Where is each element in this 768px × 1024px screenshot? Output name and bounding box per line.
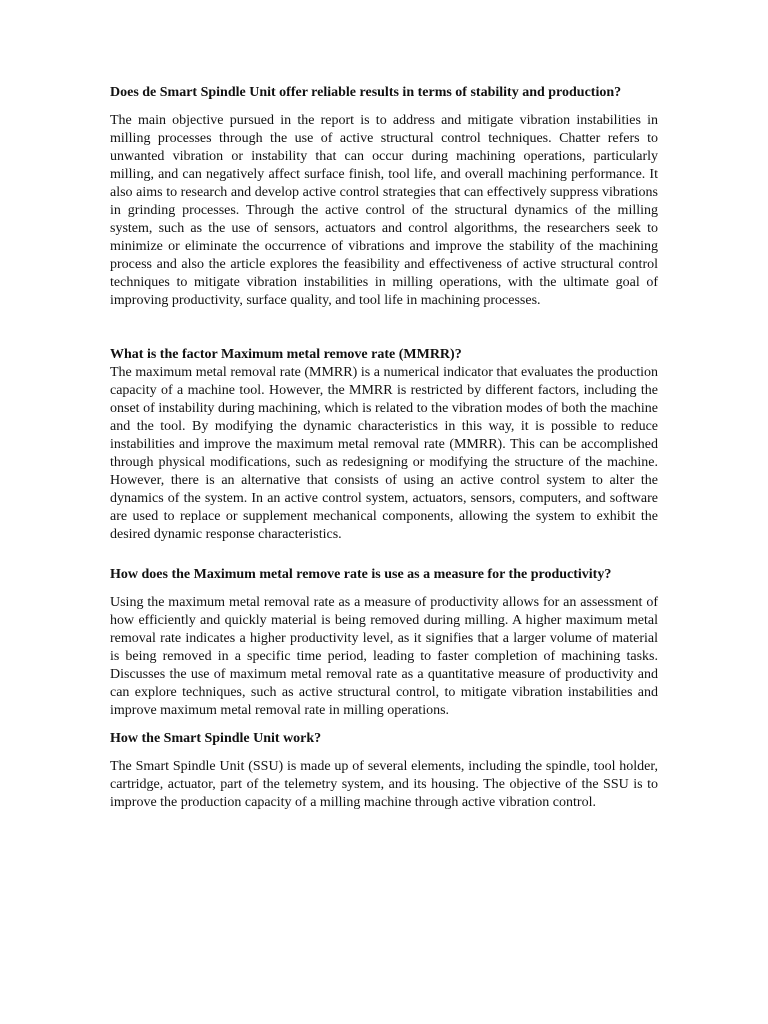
section-body: Using the maximum metal removal rate as a measure of productivity allows for an assessment of how efficiently and quickly material is being removed during milling. A higher maximum metal removal rate indicates a higher productivity level, as it signifies that a larger volume of material is being removed in a specific time period, leading to faster completion of machining tasks. Discusses the use of maximum metal removal rate as a quantitative measure of productivity and can explore techniques, such as active structural control, to mitigate vibration instabilities and improve maximum metal removal rate in milling operations.	[110, 595, 658, 718]
section-heading: Does de Smart Spindle Unit offer reliable results in terms of stability and production?	[110, 85, 622, 100]
section-heading: What is the factor Maximum metal remove rate (MMRR)?	[110, 347, 462, 362]
section-heading: How the Smart Spindle Unit work?	[110, 731, 322, 746]
section-body: The maximum metal removal rate (MMRR) is a numerical indicator that evaluates the production capacity of a machine tool. However, the MMRR is restricted by different factors, including the onset of instability during machining, which is related to the vibration modes of both the machine and the tool. By modifying the dynamic characteristics in this way, it is possible to reduce instabilities and improve the maximum metal removal rate (MMRR). This can be accomplished through physical modifications, such as redesigning or modifying the structure of the machine. However, there is an alternative that consists of using an active control system to alter the dynamics of the system. In an active control system, actuators, sensors, computers, and software are used to replace or supplement mechanical components, allowing the system to exhibit the desired dynamic response characteristics.	[110, 365, 658, 542]
section-heading: How does the Maximum metal remove rate is use as a measure for the productivity?	[110, 567, 612, 582]
section-body: The Smart Spindle Unit (SSU) is made up of several elements, including the spindle, tool holder, cartridge, actuator, part of the telemetry system, and its housing. The objective of the SSU is to improve the production capacity of a milling machine through active vibration control.	[110, 759, 658, 810]
section-body: The main objective pursued in the report is to address and mitigate vibration instabilities in milling processes through the use of active structural control techniques. Chatter refers to unwanted vibration or instability that can occur during machining operations, particularly milling, and can negatively affect surface finish, tool life, and overall machining performance. It also aims to research and develop active control strategies that can effectively suppress vibrations in grinding processes. Through the active control of the structural dynamics of the milling system, such as the use of sensors, actuators and control algorithms, the researchers seek to minimize or eliminate the occurrence of vibrations and improve the stability of the machining process and also the article explores the feasibility and effectiveness of active structural control techniques to mitigate vibration instabilities in milling operations, with the ultimate goal of improving productivity, surface quality, and tool life in machining processes.	[110, 113, 658, 308]
